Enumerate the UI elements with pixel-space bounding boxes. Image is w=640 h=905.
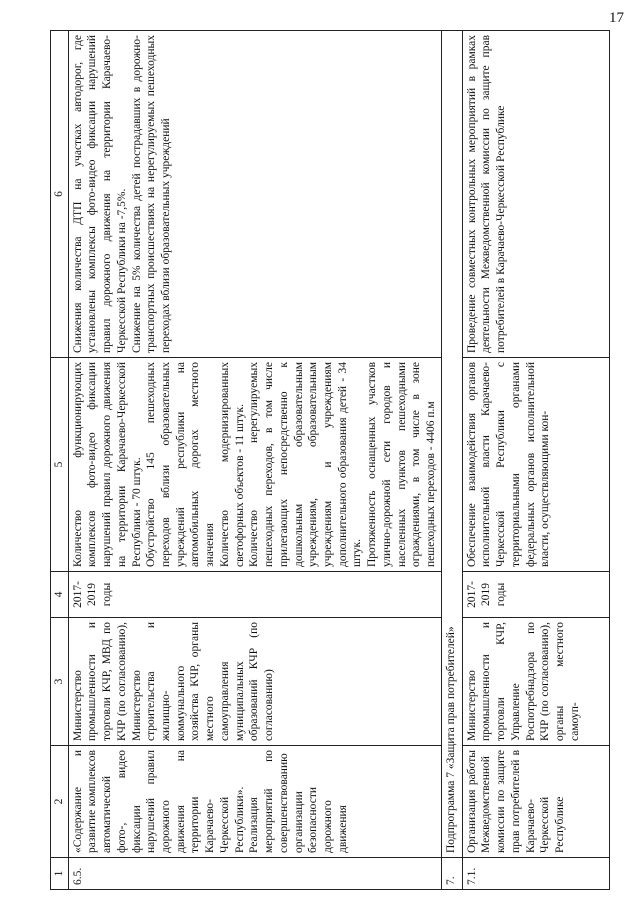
row-number: 6.5. [68,858,441,890]
result-1: Снижения количества ДТП на участках автодорог, где установлены комплексы фото-видео фиксации нарушений правил дорожного движения на территории Карачаево-Черкесской Республики на -7,5%. [71,35,128,353]
expected-results [68,31,441,358]
measure-name-part-2: Реализация мероприятий по совершенствованию организации безопасности дорожного движения [248,750,349,853]
executors: Министерство промышленности и торговли КЧР, Управление Роспотребнадзора по КЧР (по согласованию), органы местного самоуп- [462,618,609,746]
page-number: 17 [609,10,624,26]
header-cell-1: 1 [51,858,69,890]
indicators [68,358,441,572]
subprogram-number: 7. [441,858,462,890]
indicator-4: Количество нерегулируемых пешеходных переходов, в том числе прилегающих непосредственно к дошкольным образовательным учреждениям, образовательным учреждениям и учреждениям дополнительного образования детей - 34 штук. [248,362,364,567]
indicator-3: Количество модернизированных светофорных объектов - 11 штук. [218,362,246,567]
indicator-5: Протяженность оснащенных участков улично-дорожной сети городов и населенных пунктов пешеходными ограждениями, в том числе в зоне пешеходных переходов - 4406 п.м [366,362,437,567]
indicators: Обеспечение взаимодействия органов исполнительной власти Карачаево-Черкесской Республики с территориальными органами федеральных органов исполнительной власти, осуществляющими кон- [462,358,609,572]
expected-results: Проведение совместных контрольных мероприятий в рамках деятельности Межведомственной комиссии по защите прав потребителей в Карачаево-Черкесской Республике [462,31,609,358]
header-row [51,31,69,890]
table-row-6-5 [68,31,441,890]
indicator-1: Количество функционирующих комплексов фото-видео фиксации нарушений правил дорожного движения на территории Карачаево-Черкесской Республики - 70 штук. [71,362,143,567]
row-number: 7.1. [462,858,609,890]
period: 2017-2019 годы [462,572,609,618]
header-cell-2: 2 [51,746,69,858]
table-row-7-1 [462,31,609,890]
result-2: Снижение на 5% количества детей пострадавших в дорожно-транспортных происшествиях на нерегулируемых пешеходных переходах вблизи образовательных учреждений [130,35,173,353]
period: 2017-2019 годы [68,572,441,618]
indicator-2: Обустройство 145 пешеходных переходов вблизи образовательных учреждений республики на автомобильных дорогах местного значения [145,362,217,567]
header-cell-5: 5 [51,358,69,572]
executors: Министерство промышленности и торговли КЧР, МВД по КЧР (по согласованию), Министерство строительства и жилищно-коммунального хозяйства КЧР, органы местного самоуправления муниципальных образований КЧР (по согласованию) [68,618,441,746]
header-cell-3: 3 [51,618,69,746]
measure-name: Организация работы Межведомственной комиссии по защите прав потребителей в Карачаево-Черкесской Республике [462,746,609,858]
measure-name [68,746,441,858]
program-table [50,30,610,890]
header-cell-4: 4 [51,572,69,618]
subprogram-row [441,31,462,890]
header-cell-6: 6 [51,31,69,358]
subprogram-title: Подпрограмма 7 «Защита прав потребителей» [441,31,462,858]
measure-name-part-1: «Содержание и развитие комплексов автоматической фото-, видео фиксации нарушений правил дорожного движения на территории Карачаево-Черкесской Республики». [71,750,246,853]
rotated-page [50,30,610,890]
